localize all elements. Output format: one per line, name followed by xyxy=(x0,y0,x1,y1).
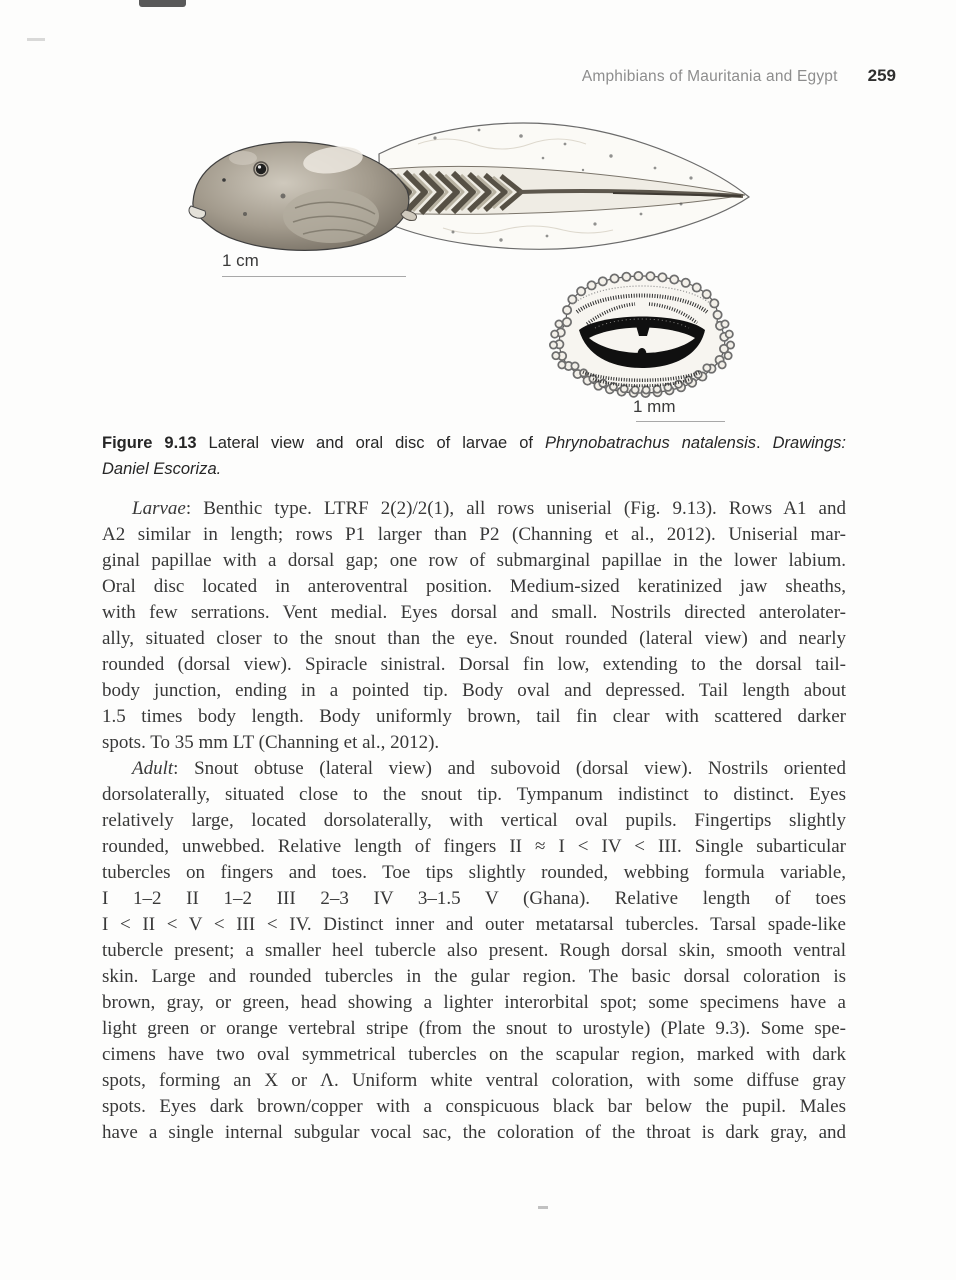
text-line: rounded, unwebbed. Relative length of fingers II ≈ I < IV < III. Single subarticular xyxy=(102,836,846,857)
text-line: I 1–2 II 1–2 III 2–3 IV 3–1.5 V (Ghana). Relative length of toes xyxy=(102,888,846,909)
text-line: ally, situated closer to the snout than the eye. Snout rounded (lateral view) and nearly xyxy=(102,628,846,649)
text-line: spots. Eyes dark brown/copper with a conspicuous black bar below the pupil. Males xyxy=(102,1096,846,1117)
scan-artifact xyxy=(27,38,45,41)
text-line: spots. To 35 mm LT (Channing et al., 2012). xyxy=(102,732,440,753)
text-line: Adult: Snout obtuse (lateral view) and subovoid (dorsal view). Nostrils oriented xyxy=(132,758,846,779)
scan-artifact xyxy=(538,1206,548,1209)
text-line: I < II < V < III < IV. Distinct inner and outer metatarsal tubercles. Tarsal spade-like xyxy=(102,914,846,935)
scale-bar-cm-line xyxy=(222,276,406,277)
running-head xyxy=(582,66,896,86)
text-line: Figure 9.13 Lateral view and oral disc of larvae of Phrynobatrachus natalensis. Drawings: xyxy=(102,434,846,452)
figure-9-13 xyxy=(0,100,956,430)
text-line: 1.5 times body length. Body uniformly brown, tail fin clear with scattered darker xyxy=(102,706,846,727)
text-line: tubercle present; a smaller heel tubercle also present. Rough dorsal skin, smooth ventral xyxy=(102,940,846,961)
oral-disc-illustration xyxy=(543,266,741,398)
text-line: light green or orange vertebral stripe (from the snout to urostyle) (Plate 9.3). Some spe- xyxy=(102,1018,846,1039)
text-line: dorsolaterally, situated close to the snout tip. Tympanum indistinct to distinct. Eyes xyxy=(102,784,846,805)
text-line: Daniel Escoriza. xyxy=(102,460,222,478)
text-line: with few serrations. Vent medial. Eyes dorsal and small. Nostrils directed anterolater- xyxy=(102,602,846,623)
text-line: relatively large, located dorsolaterally, with vertical oval pupils. Fingertips slightly xyxy=(102,810,846,831)
text-line: Larvae: Benthic type. LTRF 2(2)/2(1), all rows uniserial (Fig. 9.13). Rows A1 and xyxy=(132,498,846,519)
scale-bar-mm-label: 1 mm xyxy=(633,397,676,416)
oral-disc-svg xyxy=(543,266,741,398)
text-line: A2 similar in length; rows P1 larger than P2 (Channing et al., 2012). Uniserial mar- xyxy=(102,524,846,545)
running-title: Amphibians of Mauritania and Egypt xyxy=(581,68,838,85)
tadpole-lateral-illustration xyxy=(183,110,763,262)
scale-bar-cm-label: 1 cm xyxy=(222,251,259,270)
text-line: brown, gray, or green, head showing a lighter interorbital spot; some specimens have a xyxy=(102,992,846,1013)
body-text xyxy=(102,496,846,1146)
text-line: tubercles on fingers and toes. Toe tips slightly rounded, webbing formula variable, xyxy=(102,862,846,883)
text-line: Oral disc located in anteroventral position. Medium-sized keratinized jaw sheaths, xyxy=(102,576,846,597)
figure-caption xyxy=(102,430,846,482)
page-number: 259 xyxy=(867,66,896,85)
text-line: skin. Large and rounded tubercles in the gular region. The basic dorsal coloration is xyxy=(102,966,846,987)
tadpole-lateral-svg xyxy=(183,110,763,262)
scale-bar-mm-line xyxy=(636,421,725,422)
text-line: spots, forming an X or Λ. Uniform white ventral coloration, with some diffuse gray xyxy=(102,1070,846,1091)
text-line: rounded (dorsal view). Spiracle sinistral. Dorsal fin low, extending to the dorsal tail- xyxy=(102,654,846,675)
scan-artifact xyxy=(139,0,186,7)
text-line: cimens have two oval symmetrical tubercles on the scapular region, marked with dark xyxy=(102,1044,846,1065)
text-line: body junction, ending in a pointed tip. Body oval and depressed. Tail length about xyxy=(102,680,846,701)
text-line: have a single internal subgular vocal sac, the coloration of the throat is dark gray, and xyxy=(102,1122,846,1143)
text-line: ginal papillae with a dorsal gap; one row of submarginal papillae in the lower labium. xyxy=(102,550,846,571)
tadpole-nostril xyxy=(222,178,226,182)
